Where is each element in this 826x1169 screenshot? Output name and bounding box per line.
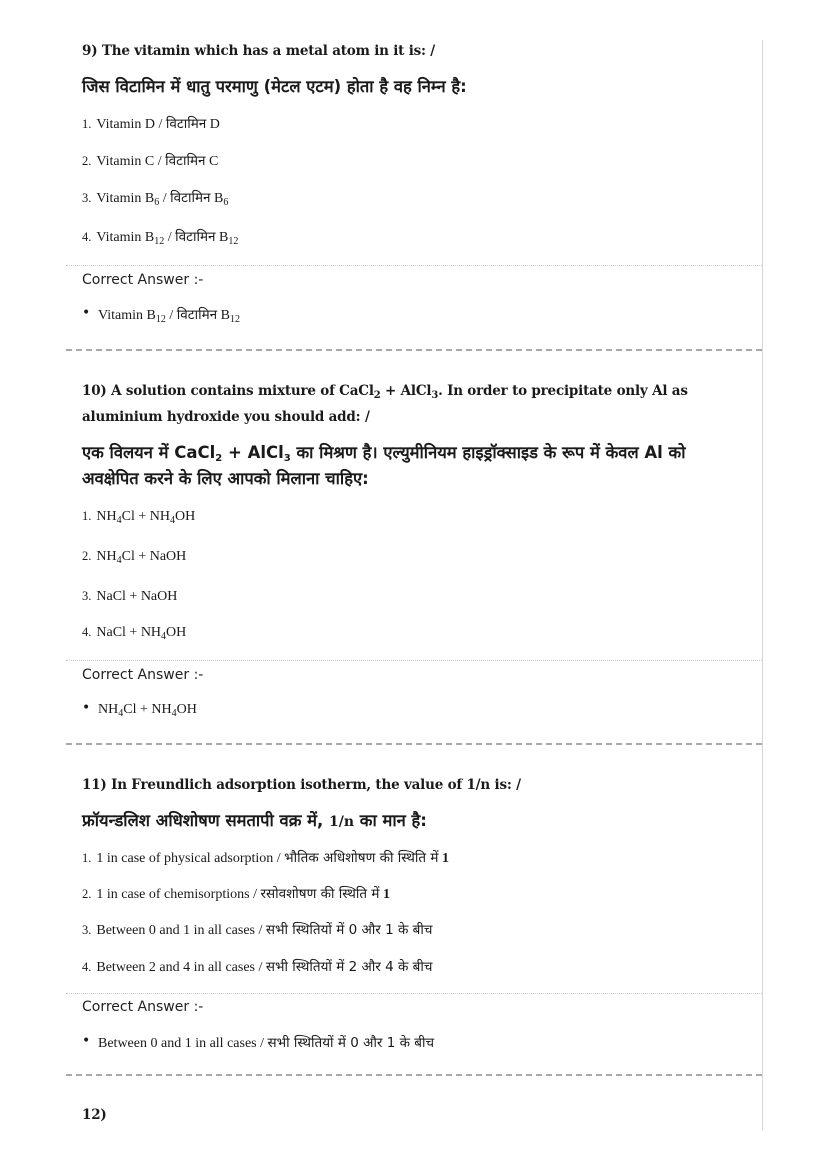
divider bbox=[66, 265, 762, 266]
option-text: NaCl + NaOH bbox=[96, 589, 178, 604]
option-text: Cl + NH bbox=[121, 509, 170, 524]
correct-answer-label: Correct Answer :- bbox=[82, 999, 204, 1015]
option-4[interactable] bbox=[82, 957, 432, 978]
separator: / bbox=[256, 1036, 268, 1051]
answer-text-hi: सभी स्थितियों में 0 और 1 के बीच bbox=[267, 1035, 435, 1051]
option-text: Cl + NaOH bbox=[121, 549, 187, 564]
question-text-en: In Freundlich adsorption isotherm, the value of 1/n is: / bbox=[111, 777, 521, 793]
option-text-tail: D bbox=[206, 117, 220, 132]
answer-text: OH bbox=[176, 702, 197, 717]
subscript: 12 bbox=[230, 314, 240, 325]
option-number: 1. bbox=[82, 117, 92, 131]
answer-text-tail: B bbox=[217, 308, 230, 323]
bullet-icon: • bbox=[82, 1033, 91, 1049]
option-text-hi: विटामिन bbox=[170, 190, 211, 206]
question-text-math: 1/n bbox=[329, 814, 355, 830]
option-text-tail: 1 bbox=[438, 851, 449, 866]
question-10-text-hi bbox=[82, 440, 686, 466]
subscript: 3 bbox=[431, 390, 439, 401]
question-text-hi: एक विलयन में CaCl bbox=[82, 443, 216, 462]
option-text-tail: C bbox=[205, 154, 219, 169]
option-number: 2. bbox=[82, 887, 92, 901]
subscript: 4 bbox=[169, 515, 175, 526]
option-text: Vitamin C / bbox=[96, 154, 166, 169]
option-text: NH bbox=[96, 509, 117, 524]
bullet-icon: • bbox=[82, 700, 91, 716]
question-text-hi: का मान है: bbox=[354, 811, 427, 830]
question-text-en: + AlCl bbox=[380, 383, 432, 399]
option-text: Between 0 and 1 in all cases bbox=[96, 923, 255, 938]
correct-answer bbox=[98, 305, 240, 326]
option-1[interactable] bbox=[82, 848, 449, 869]
separator: / bbox=[249, 887, 261, 902]
option-text: Vitamin B bbox=[96, 191, 155, 206]
option-text: NH bbox=[96, 549, 117, 564]
answer-text: NH bbox=[98, 702, 119, 717]
option-text-hi: भौतिक अधिशोषण की स्थिति में bbox=[284, 850, 439, 866]
option-text: 1 in case of chemisorptions bbox=[96, 887, 250, 902]
option-text-hi: रसोवशोषण की स्थिति में bbox=[260, 886, 380, 902]
separator: / bbox=[255, 923, 266, 938]
question-text-hi: फ्रॉयन्डलिश अधिशोषण समतापी वक्र में, bbox=[82, 811, 330, 830]
separator: / bbox=[164, 230, 176, 245]
question-10-text-hi-line2: अवक्षेपित करने के लिए आपको मिलाना चाहिए: bbox=[82, 469, 369, 488]
correct-answer bbox=[98, 700, 197, 720]
subscript: 12 bbox=[155, 314, 166, 325]
option-2[interactable] bbox=[82, 151, 218, 172]
option-number: 4. bbox=[82, 230, 92, 244]
option-number: 4. bbox=[82, 960, 92, 974]
subscript: 4 bbox=[171, 708, 177, 719]
question-number: 9) bbox=[82, 43, 98, 59]
question-11-text-hi bbox=[82, 808, 427, 835]
correct-answer-label: Correct Answer :- bbox=[82, 272, 204, 288]
right-border bbox=[762, 40, 763, 1130]
divider bbox=[66, 660, 762, 661]
option-number: 1. bbox=[82, 851, 92, 865]
question-number: 10) bbox=[82, 383, 107, 399]
option-text: Vitamin B bbox=[96, 230, 155, 245]
subscript: 2 bbox=[215, 453, 223, 464]
option-3[interactable] bbox=[82, 920, 432, 941]
answer-text-hi: विटामिन bbox=[176, 307, 218, 323]
option-1[interactable] bbox=[82, 114, 220, 135]
question-text-hi: + AlCl bbox=[222, 443, 284, 462]
subscript: 4 bbox=[116, 555, 122, 566]
question-10-title bbox=[82, 378, 688, 404]
option-text-hi: विटामिन bbox=[165, 116, 207, 132]
subscript: 12 bbox=[154, 236, 165, 247]
option-number: 3. bbox=[82, 589, 92, 603]
subscript: 4 bbox=[116, 515, 122, 526]
option-4[interactable] bbox=[82, 227, 238, 248]
question-text-en: A solution contains mixture of CaCl bbox=[111, 383, 374, 399]
option-number: 2. bbox=[82, 549, 92, 563]
document-page bbox=[66, 0, 762, 1169]
subscript: 6 bbox=[154, 197, 160, 208]
question-9-title bbox=[82, 38, 435, 64]
option-text-tail: B bbox=[210, 191, 224, 206]
question-9-text-hi: जिस विटामिन में धातु परमाणु (मेटल एटम) होता है वह निम्न है: bbox=[82, 77, 467, 96]
separator: / bbox=[165, 308, 177, 323]
option-3[interactable] bbox=[82, 188, 228, 209]
option-text: OH bbox=[174, 509, 196, 524]
option-text-tail: 1 bbox=[379, 887, 390, 902]
option-text-hi: विटामिन bbox=[175, 229, 216, 245]
option-number: 2. bbox=[82, 154, 92, 168]
option-text: Between 2 and 4 in all cases bbox=[96, 960, 255, 975]
subscript: 3 bbox=[283, 453, 291, 464]
option-number: 4. bbox=[82, 625, 92, 639]
option-4[interactable] bbox=[82, 622, 186, 643]
subscript: 2 bbox=[373, 390, 381, 401]
option-2[interactable] bbox=[82, 546, 186, 567]
question-separator bbox=[66, 743, 762, 745]
option-3[interactable] bbox=[82, 586, 177, 607]
question-text-en: . In order to precipitate only Al as bbox=[438, 383, 688, 399]
answer-text: Between 0 and 1 in all cases bbox=[98, 1036, 257, 1051]
option-text-tail: B bbox=[215, 230, 229, 245]
subscript: 12 bbox=[228, 236, 239, 247]
option-text-hi: विटामिन bbox=[165, 153, 206, 169]
option-1[interactable] bbox=[82, 506, 195, 527]
question-separator bbox=[66, 1074, 762, 1076]
bullet-icon: • bbox=[82, 305, 91, 321]
separator: / bbox=[273, 851, 285, 866]
option-number: 3. bbox=[82, 923, 92, 937]
option-text-hi: सभी स्थितियों में 0 और 1 के बीच bbox=[265, 922, 433, 938]
option-number: 3. bbox=[82, 191, 92, 205]
question-number: 11) bbox=[82, 777, 107, 793]
question-11-title bbox=[82, 772, 521, 798]
question-12-title: 12) bbox=[82, 1107, 107, 1123]
correct-answer-label: Correct Answer :- bbox=[82, 667, 204, 683]
separator: / bbox=[255, 960, 266, 975]
subscript: 4 bbox=[118, 708, 124, 719]
option-text: OH bbox=[166, 625, 187, 640]
option-number: 1. bbox=[82, 509, 92, 523]
answer-text: Vitamin B bbox=[98, 308, 156, 323]
option-2[interactable] bbox=[82, 884, 390, 905]
subscript: 6 bbox=[223, 197, 229, 208]
subscript: 4 bbox=[161, 631, 167, 642]
option-text: NaCl + NH bbox=[96, 625, 162, 640]
divider bbox=[66, 993, 762, 994]
option-text-hi: सभी स्थितियों में 2 और 4 के बीच bbox=[265, 959, 433, 975]
question-text-hi: का मिश्रण है। एल्युमीनियम हाइड्रॉक्साइड के रूप में केवल Al को bbox=[290, 443, 686, 462]
separator: / bbox=[159, 191, 171, 206]
correct-answer bbox=[98, 1033, 434, 1054]
option-text: 1 in case of physical adsorption bbox=[96, 851, 274, 866]
question-10-title-line2: aluminium hydroxide you should add: / bbox=[82, 409, 370, 425]
option-text: Vitamin D / bbox=[96, 117, 166, 132]
answer-text: Cl + NH bbox=[123, 702, 172, 717]
question-separator bbox=[66, 349, 762, 351]
question-text-en: The vitamin which has a metal atom in it is: / bbox=[101, 43, 436, 59]
